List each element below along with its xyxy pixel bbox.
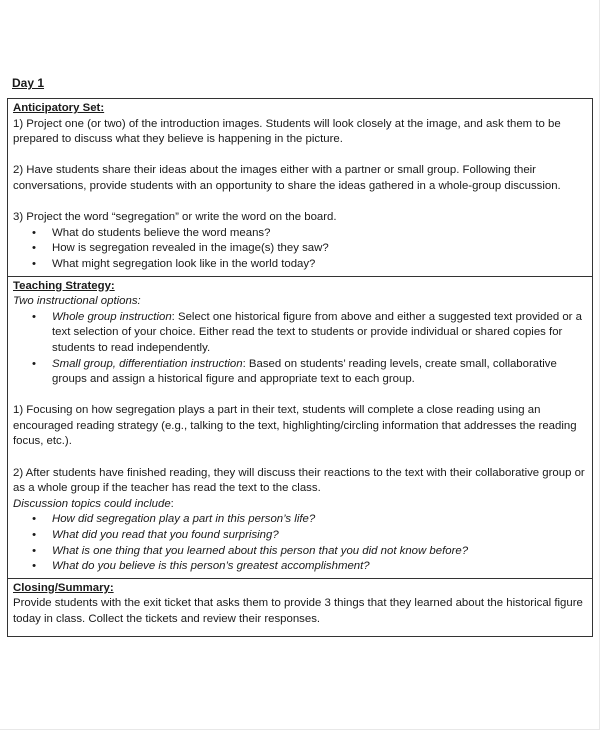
list-item xyxy=(13,310,587,357)
closing-paragraph: Provide students with the exit ticket that asks them to provide 3 things that they learned about the historical figure today in class. Collect the tickets and review their responses. xyxy=(13,597,583,625)
instructional-options-list xyxy=(13,310,587,388)
instructional-options-label: Two instructional options: xyxy=(13,295,141,308)
teaching-strategy-heading: Teaching Strategy: xyxy=(13,279,115,292)
list-item: • What do you believe is this person’s greatest accomplishment? xyxy=(13,559,587,575)
option-text: : Select one historical figure from above and either a suggested text provided or a text selection of your choice. Either read the text to students or provide individual or shared copies for students to read independently. xyxy=(52,310,582,354)
option-label: Whole group instruction xyxy=(52,310,172,323)
teaching-paragraph-2: 2) After students have finished reading, they will discuss their reactions to the text with their collaborative group or as a whole group if the teacher has read the text to the class. xyxy=(13,466,585,495)
list-item: • How is segregation revealed in the image(s) they saw? xyxy=(13,241,587,257)
anticipatory-bullet-list xyxy=(13,226,587,273)
anticipatory-paragraph-2: 2) Have students share their ideas about the images either with a partner or small group. Following their conversations, provide students with an opportunity to share the ideas gathered in a whole-group discussion. xyxy=(13,164,561,192)
anticipatory-set-heading: Anticipatory Set: xyxy=(13,102,105,114)
list-item xyxy=(13,357,587,388)
list-item: • What is one thing that you learned about this person that you did not know before? xyxy=(13,544,587,560)
anticipatory-paragraph-1: 1) Project one (or two) of the introduction images. Students will look closely at the image, and ask them to be prepared to discuss what they believe is happening in the picture. xyxy=(13,117,561,146)
closing-summary-heading: Closing/Summary: xyxy=(13,581,114,594)
anticipatory-set-section xyxy=(8,99,592,277)
list-item: • What did you read that you found surprising? xyxy=(13,528,587,544)
lesson-plan-table xyxy=(7,98,593,637)
day-title: Day 1 xyxy=(12,76,45,90)
list-item: • How did segregation play a part in this person’s life? xyxy=(13,512,587,528)
discussion-topics-list xyxy=(13,512,587,574)
option-text: : Based on students’ reading levels, create small, collaborative groups and assign a historical figure and appropriate text to each group. xyxy=(52,357,557,386)
teaching-strategy-section xyxy=(8,277,592,579)
discussion-topics-label: Discussion topics could include: xyxy=(13,497,174,510)
option-label: Small group, differentiation instruction xyxy=(52,357,243,370)
list-item: • What do students believe the word means? xyxy=(13,226,587,242)
anticipatory-paragraph-3: 3) Project the word “segregation” or write the word on the board. xyxy=(13,211,337,224)
teaching-paragraph-1: 1) Focusing on how segregation plays a part in their text, students will complete a close reading using an encouraged reading strategy (e.g., talking to the text, highlighting/circling information that addresses the reading focus, etc.). xyxy=(13,404,577,448)
closing-summary-section xyxy=(8,579,592,636)
list-item: • What might segregation look like in the world today? xyxy=(13,257,587,273)
